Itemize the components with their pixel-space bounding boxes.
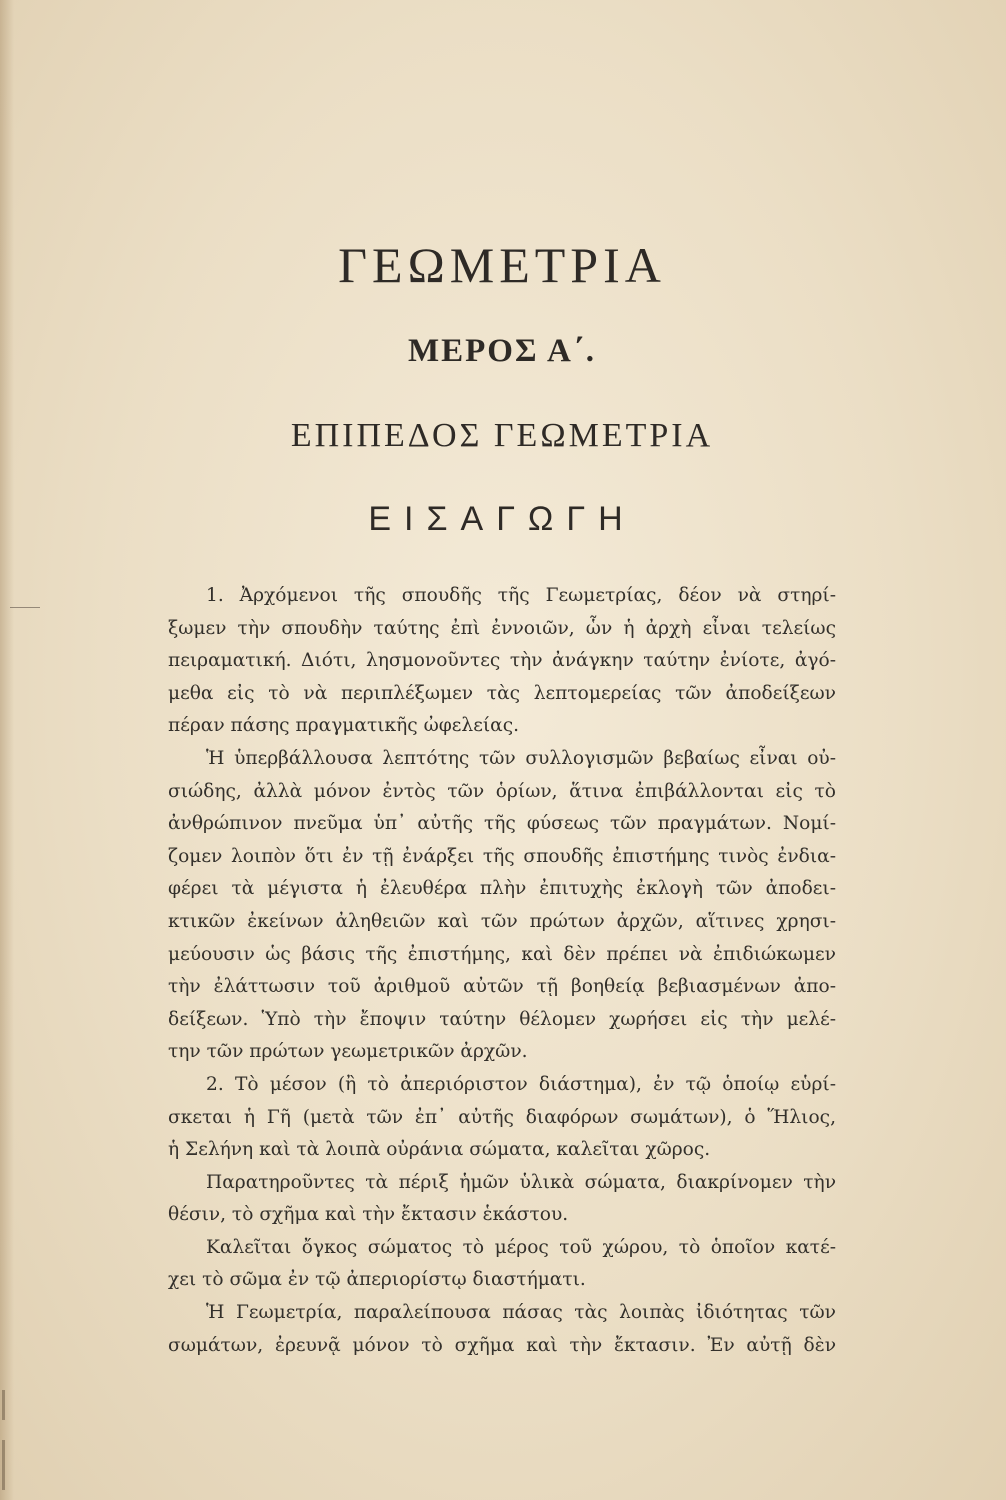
text-line: Ἡ ὑπερβάλλουσα λεπτότης τῶν συλλογισμῶν βεβαίως εἶναι οὐ- [206,747,836,769]
text-line: μεθα εἰς τὸ νὰ περιπλέξωμεν τὰς λεπτομερείας τῶν ἀποδείξεων [168,682,836,704]
text-line: 1. Ἀρχόμενοι τῆς σπουδῆς τῆς Γεωμετρίας, δέον νὰ στηρί- [206,585,836,606]
text-line: Ἡ Γεωμετρία, παραλείπουσα πάσας τὰς λοιπὰς ἰδιότητας τῶν [206,1302,836,1324]
text-line: πειραματική. Διότι, λησμονοῦντες τὴν ἀνάγκην ταύτην ἐνίοτε, ἀγό- [168,650,836,672]
text-line: Καλεῖται ὄγκος σώματος τὸ μέρος τοῦ χώρου, τὸ ὁποῖον κατέ- [206,1236,836,1258]
text-line: χει τὸ σῶμα ἐν τῷ ἀπεριορίστῳ διαστήματι. [168,1269,586,1291]
text-line: σιώδης, ἀλλὰ μόνον ἐντὸς τῶν ὁρίων, ἅτινα ἐπιβάλλονται εἰς τὸ [168,780,836,802]
spine-shadow [0,0,14,1500]
text-line: πέραν πάσης πραγματικῆς ὠφελείας. [168,715,520,737]
body-text [168,580,836,1362]
paragraph-2 [168,743,836,1069]
text-line: μεύουσιν ὡς βάσις τῆς ἐπιστήμης, καὶ δὲν πρέπει νὰ ἐπιδιώκωμεν [168,943,836,965]
margin-mark [10,607,40,608]
text-line: ζομεν λοιπὸν ὅτι ἐν τῇ ἐνάρξει τῆς σπουδῆς ἐπιστήμης τινὸς ἐνδια- [168,845,836,867]
part-heading: ΜΕΡΟΣ Α΄. [407,333,597,369]
text-line: την τῶν πρώτων γεωμετρικῶν ἀρχῶν. [168,1041,528,1063]
paragraph-3 [168,1069,836,1167]
text-line: ξωμεν τὴν σπουδὴν ταύτης ἐπὶ ἐννοιῶν, ὧν ἡ ἀρχὴ εἶναι τελείως [168,617,836,639]
text-line: κτικῶν ἐκείνων ἀληθειῶν καὶ τῶν πρώτων ἀρχῶν, αἵτινες χρησι- [168,910,836,932]
text-line: 2. Τὸ μέσον (ἢ τὸ ἀπεριόριστον διάστημα), ἐν τῷ ὁποίῳ εὑρί- [206,1073,836,1095]
text-line: φέρει τὰ μέγιστα ἡ ἐλευθέρα πλὴν ἐπιτυχὴς ἐκλογὴ τῶν ἀποδει- [168,878,836,900]
book-title: ΓΕΩΜΕΤΡΙΑ [338,237,666,293]
edge-mark [2,1440,5,1490]
text-line: τὴν ἐλάττωσιν τοῦ ἀριθμοῦ αὐτῶν τῇ βοηθείᾳ βεβιασμένων ἀπο- [168,976,836,998]
section-heading: ΕΙΣΑΓΩΓΗ [368,500,636,538]
paragraph-6 [168,1297,836,1362]
edge-mark [2,1390,5,1420]
text-line: ἡ Σελήνη καὶ τὰ λοιπὰ οὐράνια σώματα, καλεῖται χῶρος. [168,1139,711,1161]
text-line: δείξεων. Ὑπὸ τὴν ἔποψιν ταύτην θέλομεν χωρήσει εἰς τὴν μελέ- [168,1008,836,1030]
text-line: σωμάτων, ἐρευνᾷ μόνον τὸ σχῆμα καὶ τὴν ἔκτασιν. Ἐν αὐτῇ δὲν [168,1334,836,1356]
text-line: Παρατηροῦντες τὰ πέριξ ἡμῶν ὑλικὰ σώματα, διακρίνομεν τὴν [206,1171,836,1193]
paragraph-1 [168,580,836,743]
text-line: θέσιν, τὸ σχῆμα καὶ τὴν ἔκτασιν ἑκάστου. [168,1204,569,1226]
text-line: ἀνθρώπινον πνεῦμα ὑπ᾽ αὐτῆς τῆς φύσεως τῶν πραγμάτων. Νομί- [168,813,836,835]
paragraph-4 [168,1167,836,1232]
text-line: σκεται ἡ Γῆ (μετὰ τῶν ἐπ᾽ αὐτῆς διαφόρων σωμάτων), ὁ Ἥλιος, [168,1106,836,1128]
paragraph-5 [168,1232,836,1297]
subtitle-heading: ΕΠΙΠΕΔΟΣ ΓΕΩΜΕΤΡΙΑ [290,417,714,454]
